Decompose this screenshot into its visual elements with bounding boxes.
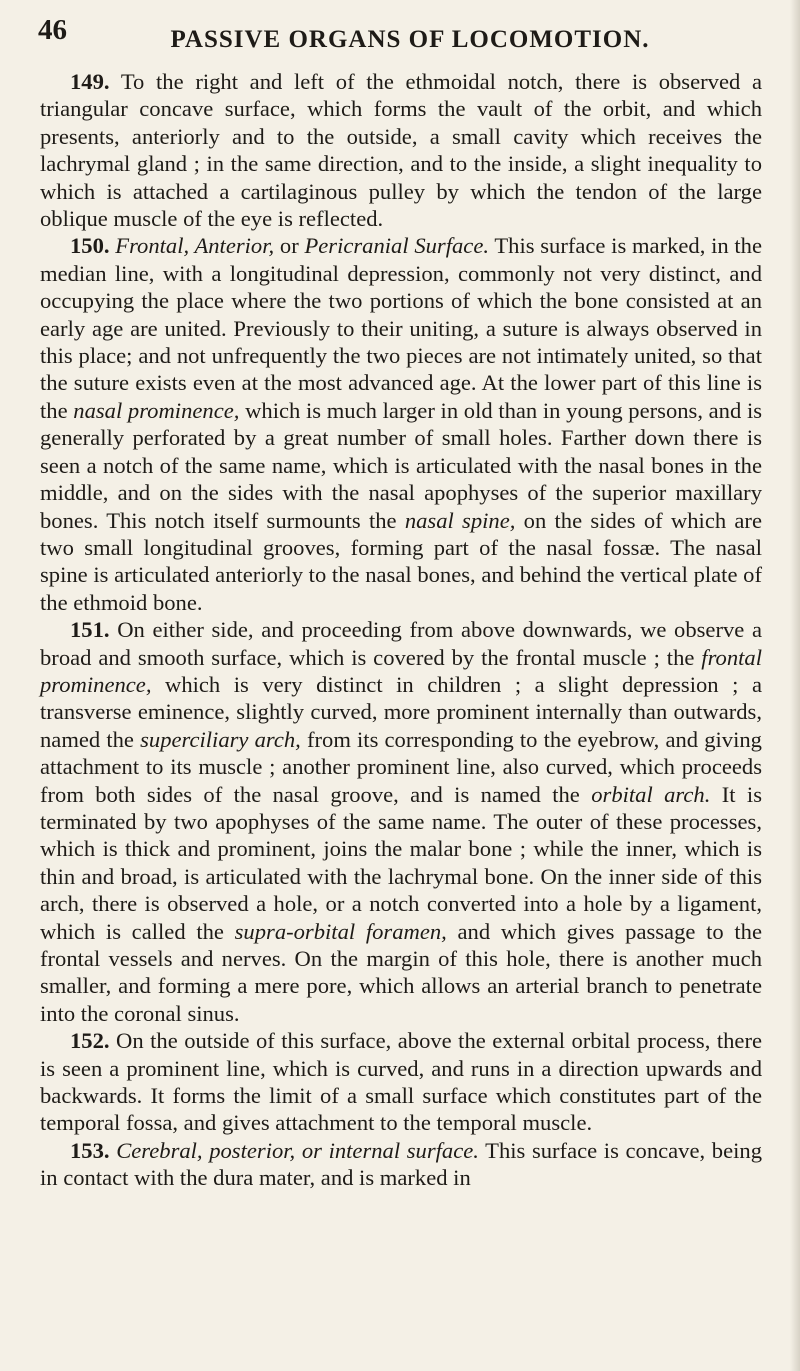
section-heading-connector: or bbox=[279, 233, 299, 259]
paragraph-153 bbox=[40, 1137, 762, 1192]
paragraph-text: on the sides of which are two small longitudinal grooves, forming part of the nasal fossæ. The nasal spine is articulated anteriorly to the nasal bones, and behind the vertical plate of the ethmoid bone. bbox=[40, 507, 762, 615]
paragraph-text: This surface is marked, in the median line, with a longitudinal depression, commonly not very distinct, and occupying the place where the two portions of which the bone consisted at an early age are united. Previously to their uniting, a suture is always observed in this place; and not unfrequently the two pieces are not intimately united, so that the suture exists even at the most advanced age. At the lower part of this line is the bbox=[40, 233, 763, 423]
anatomical-term: nasal prominence, bbox=[73, 397, 240, 423]
page-number: 46 bbox=[38, 14, 67, 46]
paragraph-text: from its corresponding to the eyebrow, and giving attachment to its muscle ; another prominent line, also curved, which proceeds from both sides of the nasal groove, and is named the bbox=[40, 726, 762, 807]
paragraph-149 bbox=[40, 68, 762, 232]
section-heading: Frontal, Anterior, bbox=[115, 233, 275, 259]
anatomical-term: nasal spine, bbox=[404, 507, 516, 533]
section-heading: Cerebral, posterior, or internal surface. bbox=[116, 1137, 479, 1163]
paragraph-150 bbox=[40, 232, 762, 616]
anatomical-term: superciliary arch, bbox=[140, 726, 301, 752]
body-text bbox=[40, 68, 762, 1192]
running-title: PASSIVE ORGANS OF LOCOMOTION. bbox=[170, 26, 650, 53]
paragraph-text: This surface is concave, being in contact with the dura mater, and is marked in bbox=[40, 1137, 762, 1191]
anatomical-term: supra-orbital foramen, bbox=[234, 918, 447, 944]
paragraph-151 bbox=[40, 616, 762, 1027]
paragraph-text: To the right and left of the ethmoidal notch, there is observed a triangular concave surface, which forms the vault of the orbit, and which presents, anteriorly and to the outside, a small cavity which receives the lachrymal gland ; in the same direction, and to the inside, a slight inequality to which is attached a cartilaginous pulley by which the tendon of the large oblique muscle of the eye is reflected. bbox=[40, 69, 762, 232]
page-header bbox=[38, 14, 762, 54]
paragraph-text: which is very distinct in children ; a slight depression ; a transverse eminence, slightly curved, more prominent internally than outwards, named the bbox=[40, 671, 762, 752]
paragraph-number: 150. bbox=[70, 233, 110, 259]
page-edge-shadow bbox=[790, 0, 800, 1371]
paragraph-text: It is terminated by two apophyses of the same name. The outer of these processes, which is thick and prominent, joins the malar bone ; while the inner, which is thin and broad, is articulated with the lachrymal bone. On the inner side of this arch, there is observed a hole, or a notch converted into a hole by a ligament, which is called the bbox=[40, 781, 763, 944]
section-heading: Pericranial Surface. bbox=[304, 233, 490, 259]
paragraph-number: 153. bbox=[70, 1137, 110, 1163]
paragraph-number: 149. bbox=[70, 69, 110, 94]
paragraph-text: which is much larger in old than in young persons, and is generally perforated by a great number of small holes. Farther down there is seen a notch of the same name, which is articulated with the nasal bones in the middle, and on the sides with the nasal apophyses of the superior maxillary bones. This notch itself surmounts the bbox=[40, 397, 763, 533]
paragraph-text: and which gives passage to the frontal vessels and nerves. On the margin of this hole, there is another much smaller, and forming a mere pore, which allows an arterial branch to penetrate into the coronal sinus. bbox=[40, 918, 762, 1026]
paragraph-number: 151. bbox=[70, 617, 110, 643]
paragraph-text: On either side, and proceeding from above downwards, we observe a broad and smooth surface, which is covered by the frontal muscle ; the bbox=[40, 617, 762, 670]
paragraph-number: 152. bbox=[70, 1028, 110, 1054]
anatomical-term: orbital arch. bbox=[591, 781, 711, 807]
paragraph-152 bbox=[40, 1027, 762, 1137]
anatomical-term: frontal prominence, bbox=[40, 644, 762, 697]
paragraph-text: On the outside of this surface, above the external orbital process, there is seen a prominent line, which is curved, and runs in a direction upwards and backwards. It forms the limit of a small surface which constitutes part of the temporal fossa, and gives attachment to the temporal muscle. bbox=[40, 1028, 762, 1136]
